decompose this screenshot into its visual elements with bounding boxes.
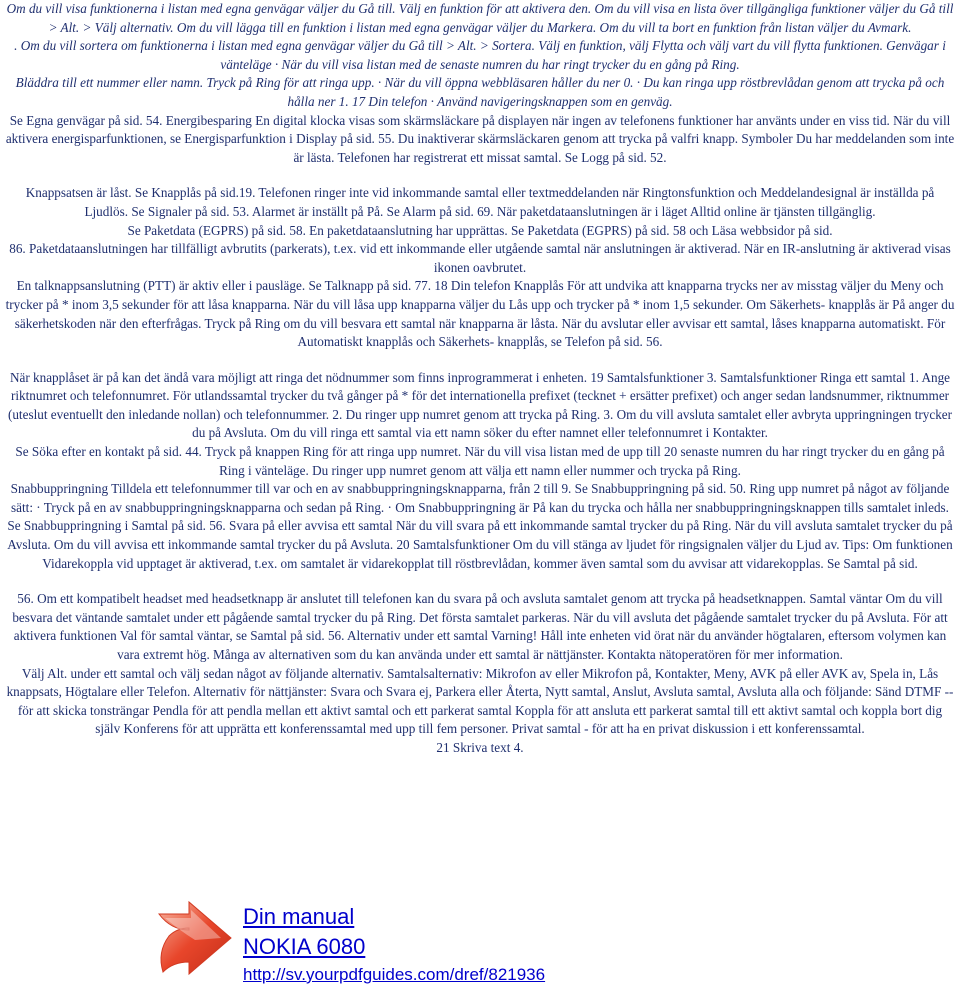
paragraph-gap [0, 573, 960, 590]
text-block-2 [0, 184, 960, 351]
url-link[interactable]: http://sv.yourpdfguides.com/dref/821936 [243, 965, 546, 984]
paragraph: Välj Alt. under ett samtal och välj sedan något av följande alternativ. Samtalsalternativ: Mikrofon av eller Mikrofon på, Kontakter, Meny, AVK på eller AVK av, Spela in, Lås knappsats, Högtalare eller Telefon. Alternativ för nättjänster: Svara och Svara ej, Parkera eller Återta, Nytt samtal, Anslut, Avsluta samtal, Avsluta alla och följande: Sänd DTMF -- för att skicka tonsträngar Pendla för att pendla mellan ett aktivt samtal och ett parkerat samtal Koppla för att ansluta ett parkerat samtal till ett aktivt samtal och koppla bort dig själv Konferens för att upprätta ett konferenssamtal med upp till fem personer. Privat samtal - för att ha en privat diskussion i ett konferenssamtal. [6, 665, 954, 737]
paragraph: Se Egna genvägar på sid. 54. Energibesparing En digital klocka visas som skärmsläckare på displayen när ingen av telefonens funktioner har använts under en viss tid. När du vill aktivera energisparfunktionen, se Energisparfunktion i Display på sid. 55. Du inaktiverar skärmsläckaren genom att trycka på valfri knapp. Symboler Du har meddelanden som inte är lästa. Telefonen har registrerat ett missat samtal. Se Logg på sid. 52. [5, 112, 955, 165]
text-block-1 [0, 0, 960, 167]
paragraph-gap [0, 352, 960, 369]
paragraph: Se Snabbuppringning i Samtal på sid. 56. Svara på eller avvisa ett samtal När du vill svara på ett inkommande samtal trycker du på Ring. När du vill avsluta samtalet trycker du på Avsluta. Om du vill avvisa ett inkommande samtal trycker du på Avsluta. 20 Samtalsfunktioner Om du vill stänga av ljudet för ringsignalen väljer du Ljud av. Tips: Om funktionen Vidarekoppla vid upptaget är aktiverad, t.ex. om samtalet är vidarekopplat till röstbrevlådan, kommer även samtal som du avvisar att vidarekopplas. Se Samtal på sid. [7, 518, 953, 571]
paragraph: När knapplåset är på kan det ändå vara möjligt att ringa det nödnummer som finns inprogrammerat i enheten. 19 Samtalsfunktioner 3. Samtalsfunktioner Ringa ett samtal 1. Ange riktnumret och telefonnumret. För utlandssamtal trycker du två gånger på * för det internationella prefixet (tecknet + ersätter prefixet) och anger sedan landsnummer, riktnummer (uteslut eventuellt den inledande nollan) och telefonnummer. 2. Du ringer upp numret genom att trycka på Ring. 3. Om du vill avsluta samtalet eller avbryta uppringningen trycker du på Avsluta. Om du vill ringa ett samtal via ett namn söker du efter namnet eller telefonnumret i Kontakter. [7, 369, 953, 441]
paragraph: 21 Skriva text 4. [436, 739, 524, 755]
text-block-4 [0, 590, 960, 757]
paragraph: 86. Paketdataanslutningen har tillfälligt avbrutits (parkerats), t.ex. vid ett inkommande eller utgående samtal när anslutningen är aktiverad. När en IR-anslutning är aktiverad visas ikonen oavbrutet. [9, 241, 951, 275]
arrow-icon [155, 900, 235, 982]
model-link[interactable]: NOKIA 6080 [243, 934, 366, 959]
manual-footer [155, 898, 855, 994]
paragraph: Snabbuppringning Tilldela ett telefonnummer till var och en av snabbuppringningsknapparna, från 2 till 9. Se Snabbuppringning på sid. 50. Ring upp numret på något av följande sätt: · Tryck på en av snabbuppringningsknapparna och sedan på Ring. · Om Snabbuppringning är På kan du trycka och hålla ner snabbuppringningsknappen tills samtalet inleds. [10, 481, 950, 515]
din-manual-link[interactable]: Din manual [243, 904, 355, 929]
paragraph: Se Söka efter en kontakt på sid. 44. Tryck på knappen Ring för att ringa upp numret. När du vill visa listan med de upp till 20 senaste numren du har ringt trycker du en gång på Ring i vänteläge. Du ringer upp numret genom att välja ett namn eller nummer och trycka på Ring. [15, 444, 945, 478]
paragraph: Om du vill visa funktionerna i listan med egna genvägar väljer du Gå till. Välj en funktion för att aktivera den. Om du vill visa en lista över tillgängliga funktioner väljer du Gå till > Alt. > Välj alternativ. Om du vill lägga till en funktion i listan med egna genvägar väljer du Markera. Om du vill ta bort en funktion från listan väljer du Avmark. [6, 1, 954, 35]
paragraph: Bläddra till ett nummer eller namn. Tryck på Ring för att ringa upp. · När du vill öppna webbläsaren håller du ner 0. · Du kan ringa upp röstbrevlådan genom att trycka på och hålla ner 1. 17 Din telefon · Använd navigeringsknappen som en genväg. [15, 75, 945, 109]
paragraph: En talknappsanslutning (PTT) är aktiv eller i pausläge. Se Talknapp på sid. 77. 18 Din telefon Knapplås För att undvika att knapparna trycks ner av misstag väljer du Meny och trycker på * inom 3,5 sekunder för att låsa knapparna. När du vill låsa upp knapparna väljer du Lås upp och trycker på * inom 1,5 sekunder. Om Säkerhets- knapplås är På anger du säkerhetskoden när den efterfrågas. Tryck på Ring om du vill besvara ett samtal när knapparna är låsta. När du avslutar eller avvisar ett samtal, låses knapparna automatiskt. För Automatiskt knapplås och Säkerhets- knapplås, se Telefon på sid. 56. [5, 278, 955, 350]
footer-links [243, 902, 545, 988]
paragraph: 56. Om ett kompatibelt headset med headsetknapp är anslutet till telefonen kan du svara på och avsluta samtalet genom att trycka på headsetknappen. Samtal väntar Om du vill besvara det väntande samtalet under ett pågående samtal trycker du på Ring. Det första samtalet parkeras. När du vill avsluta det pågående samtalet trycker du på Avsluta. För att aktivera funktionen Val för samtal väntar, se Samtal på sid. 56. Alternativ under ett samtal Varning! Håll inte enheten vid örat när du använder högtalaren, eftersom volymen kan vara extremt hög. Många av alternativen som du kan använda under ett samtal är nättjänster. Kontakta nätoperatören för mer information. [12, 591, 948, 662]
text-block-3 [0, 369, 960, 574]
paragraph: Se Paketdata (EGPRS) på sid. 58. En paketdataanslutning har upprättas. Se Paketdata (EGPRS) på sid. 58 och Läsa webbsidor på sid. [127, 222, 833, 238]
paragraph: . Om du vill sortera om funktionerna i listan med egna genvägar väljer du Gå till > Alt. > Sortera. Välj en funktion, välj Flytta och välj vart du vill flytta funktionen. Genvägar i vänteläge · När du vill visa listan med de senaste numren du har ringt trycker du en gång på Ring. [14, 38, 946, 72]
paragraph: Knappsatsen är låst. Se Knapplås på sid.19. Telefonen ringer inte vid inkommande samtal eller textmeddelanden när Ringtonsfunktion och Meddelandesignal är inställda på Ljudlös. Se Signaler på sid. 53. Alarmet är inställt på På. Se Alarm på sid. 69. När paketdataanslutningen är i läget Alltid online är tjänsten tillgänglig. [25, 185, 935, 219]
paragraph-gap [0, 167, 960, 184]
